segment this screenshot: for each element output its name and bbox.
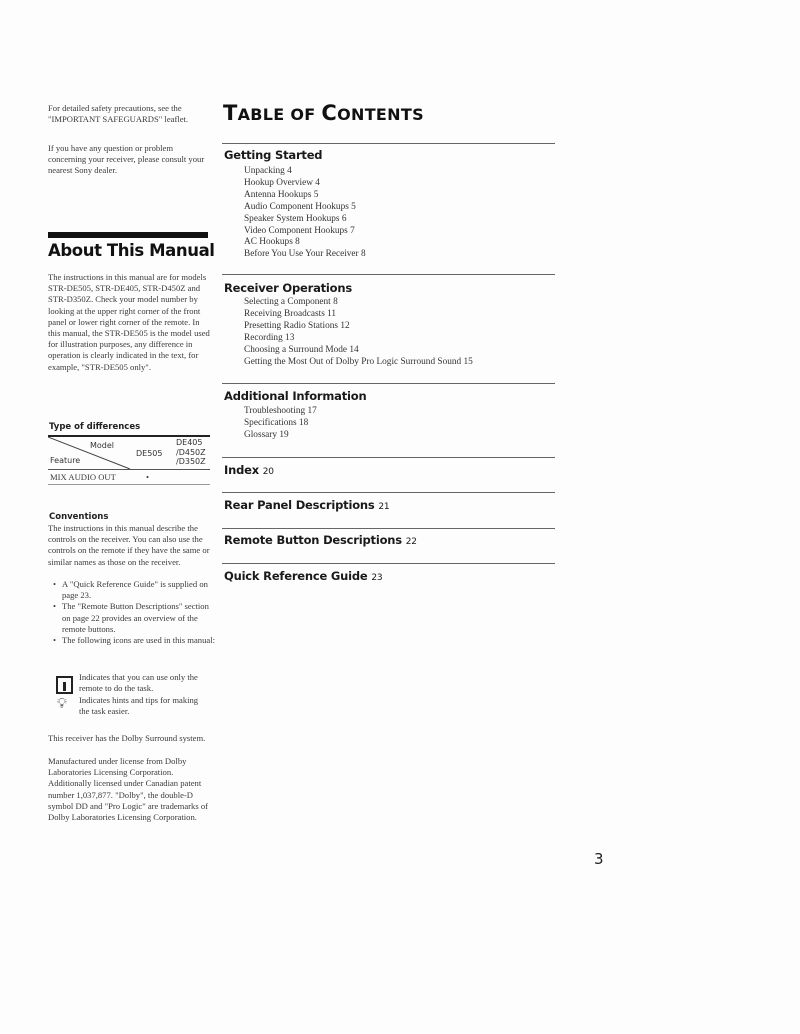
title-part: T [223,101,238,125]
toc-section-quick-reference[interactable] [224,569,382,583]
divider [222,143,555,144]
safety-note: For detailed safety precautions, see the "IMPORTANT SAFEGUARDS" leaflet. [48,103,189,125]
divider [222,457,555,458]
toc-item[interactable]: Speaker System Hookups 6 [244,213,347,224]
divider [222,383,555,384]
toc-section-getting-started[interactable]: Getting Started [224,148,323,162]
title-part: ABLE OF [237,105,322,124]
section-title: Remote Button Descriptions [224,533,402,547]
about-heading: About This Manual [48,241,215,260]
differences-table [48,435,210,485]
toc-section-index[interactable] [224,463,274,477]
bullet-item: • A "Quick Reference Guide" is supplied on page 23. [62,579,217,601]
toc-item[interactable]: Hookup Overview 4 [244,177,320,188]
bullet-item: • The following icons are used in this manual: [62,635,217,646]
toc-item[interactable]: Specifications 18 [244,417,309,428]
toc-item[interactable]: Getting the Most Out of Dolby Pro Logic Surround Sound 15 [244,356,473,367]
section-title: Quick Reference Guide [224,569,368,583]
about-text: The instructions in this manual are for models STR-DE505, STR-DE405, STR-D450Z and STR-D350Z. Check your model number by looking at the upper right corner of the front panel or lower right corner of the remote. In this manual, the STR-DE505 is the model used for illustration purposes, any difference in operation is clearly indicated in the text, for example, "STR-DE505 only". [48,272,210,372]
section-page: 21 [378,502,390,512]
toc-item[interactable]: Audio Component Hookups 5 [244,201,356,212]
col-de505: DE505 [136,449,163,458]
section-page: 20 [262,467,274,477]
section-page: 23 [371,573,383,583]
icon-remote-text: Indicates that you can use only the remote to do the task. [79,672,198,694]
remote-icon [56,676,73,694]
toc-item[interactable]: Before You Use Your Receiver 8 [244,249,366,260]
section-title: Index [224,463,259,477]
lightbulb-icon: 💡︎ [57,697,67,712]
toc-title [223,101,424,125]
divider [222,274,555,275]
header-model: Model [90,441,115,450]
title-part: C [321,101,338,125]
header-feature: Feature [50,456,81,465]
col-model: DE405 [176,438,203,447]
toc-item[interactable]: Receiving Broadcasts 11 [244,308,337,319]
title-part: ONTENTS [337,105,424,124]
col-model: /D450Z [176,447,206,457]
toc-items-receiver-operations [244,297,473,368]
toc-item[interactable]: AC Hookups 8 [244,237,300,248]
dolby-text: This receiver has the Dolby Surround system. [48,733,206,743]
section-page: 22 [405,537,417,547]
toc-section-receiver-operations[interactable]: Receiver Operations [224,281,352,295]
toc-item[interactable]: Troubleshooting 17 [244,406,317,416]
col-de405 [176,438,206,467]
toc-section-remote-buttons[interactable] [224,533,417,547]
divider [222,528,555,529]
differences-title: Type of differences [49,422,141,432]
toc-item[interactable]: Antenna Hookups 5 [244,189,319,200]
row-value: • [146,472,150,482]
license-text: Manufactured under license from Dolby Laboratories Licensing Corporation. Additionally licensed under Canadian patent number 1,037,877. "Dolby", the double-D symbol DD and "Pro Logic" are trademarks of Dolby Laboratories Licensing Corporation. [48,756,208,823]
toc-items-getting-started [244,166,366,261]
toc-item[interactable]: Glossary 19 [244,429,289,440]
icon-hint-text: Indicates hints and tips for making the task easier. [79,695,199,717]
conventions-text: The instructions in this manual describe the controls on the receiver. You can also use the controls on the remote if they have the same or similar names as those on the receiver. [48,523,210,567]
toc-items-additional-information [244,406,317,442]
toc-section-additional-information[interactable]: Additional Information [224,389,367,403]
col-model: /D350Z [176,457,206,466]
section-title: Rear Panel Descriptions [224,498,375,512]
toc-item[interactable]: Selecting a Component 8 [244,297,338,307]
divider [222,492,555,493]
toc-item[interactable]: Video Component Hookups 7 [244,225,355,236]
toc-item[interactable]: Recording 13 [244,332,295,343]
toc-item[interactable]: Presetting Radio Stations 12 [244,320,350,331]
toc-item[interactable]: Choosing a Surround Mode 14 [244,344,359,355]
divider [222,563,555,564]
toc-section-rear-panel[interactable] [224,498,389,512]
bullet-item: • The "Remote Button Descriptions" section on page 22 provides an overview of the remote buttons. [62,601,217,635]
row-label: MIX AUDIO OUT [50,472,116,482]
conventions-heading: Conventions [49,512,109,522]
heading-bar [48,232,208,238]
question-note: If you have any question or problem concerning your receiver, please consult your nearest Sony dealer. [48,143,205,176]
conventions-list [52,579,217,646]
toc-item[interactable]: Unpacking 4 [244,166,292,176]
page-number: 3 [594,850,604,868]
